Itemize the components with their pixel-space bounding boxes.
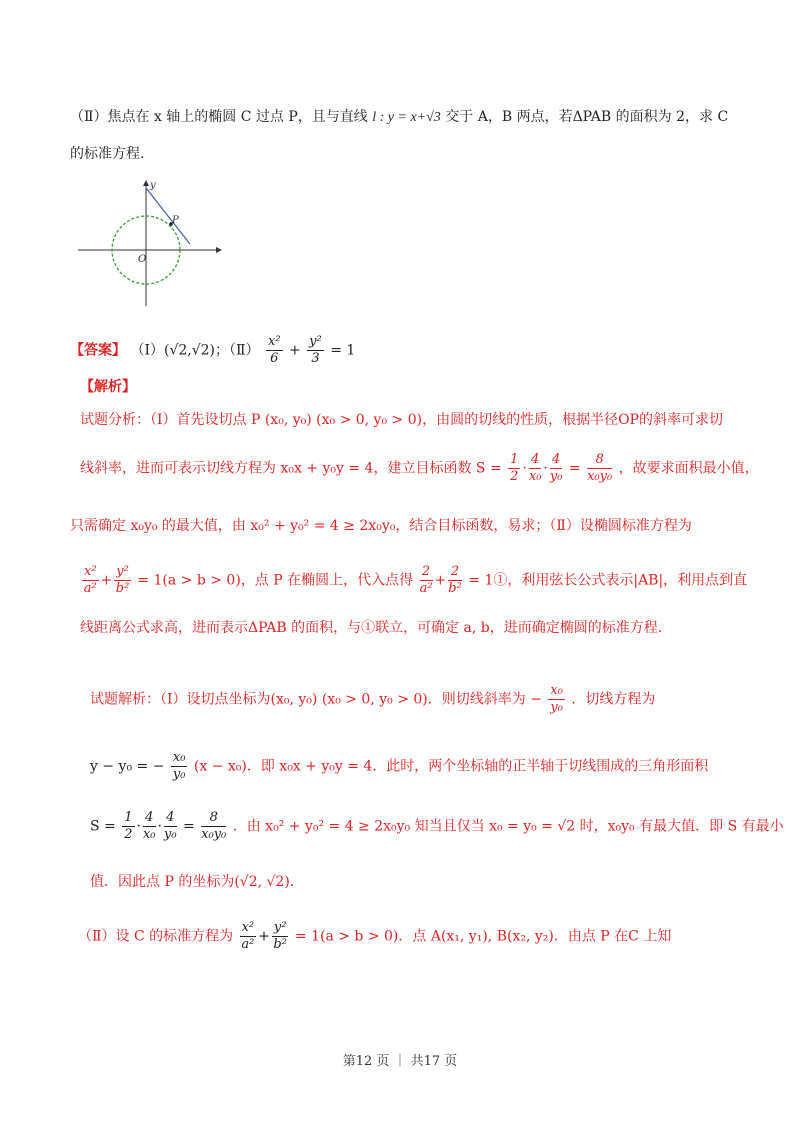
question-line-2 — [70, 144, 144, 164]
solution-line-2: y − y₀ = − $\frac{\text{x₀}}{\text{y₀}}$ (x − x₀)．即 x₀x + y₀y = 4．此时，两个坐标轴的正半轴于切线围成的三角形面积 — [90, 750, 709, 782]
label-p: P — [172, 215, 179, 226]
question-text: （Ⅱ）焦点在 x 轴上的椭圆 C 过点 P，且与直线 — [70, 109, 368, 125]
label-o: O — [138, 254, 147, 265]
solution-line-5: （Ⅱ）设 C 的标准方程为 $\frac{\text{x²}}{\text{a²}}$ + $\frac{\text{y²}}{\text{b²}}$ = 1(a > b > 0)．点 A(x₁, y₁), B(x₂, y₂)．由点 P 在C 上知 — [78, 920, 672, 952]
analysis-line-1: 试题分析：（Ⅰ）首先设切点 P (x₀, y₀) (x₀ > 0, y₀ > 0)，由圆的切线的性质，根据半径OP的斜率可求切 — [80, 412, 723, 428]
analysis-line-3: 只需确定 x₀y₀ 的最大值，由 x₀² + y₀² = 4 ≥ 2x₀y₀，结合目标函数，易求；（Ⅱ）设椭圆标准方程为 — [70, 518, 692, 534]
answer-frac-x: $\frac{\text{x²}}{6}$ — [267, 334, 281, 366]
analysis-tag: 【解析】 — [80, 379, 136, 395]
y-axis-arrow — [143, 180, 149, 186]
answer-frac-y: $\frac{\text{y²}}{3}$ — [309, 334, 322, 366]
question-line-1 — [70, 107, 728, 128]
answer-eq-tail: = 1 — [330, 342, 356, 359]
question-text-2: 的标准方程. — [70, 146, 145, 162]
circle-figure — [78, 178, 223, 308]
solution-line-4: 值．因此点 P 的坐标为(√2, √2)． — [90, 874, 304, 890]
x-axis-arrow — [216, 247, 222, 253]
analysis-line-4: $\frac{\text{x²}}{\text{a²}}$ + $\frac{\text{y²}}{\text{b²}}$ = 1(a > b > 0)，点 P 在椭圆上，代入点得 $\frac{2}{\text{a²}}$ + $\frac{2}{\text{b²}}$ = 1①，利用弦长公式表示|AB|，利用点到直 — [83, 564, 748, 596]
solution-line-1: 试题解析：（Ⅰ）设切点坐标为(x₀, y₀) (x₀ > 0, y₀ > 0)．则切线斜率为 − $\frac{\text{x₀}}{\text{y₀}}$ ．切线方程为 — [90, 683, 656, 715]
label-y: y — [150, 180, 156, 191]
analysis-line-5: 线距离公式求高，进而表示ΔPAB 的面积，与①联立，可确定 a, b，进而确定椭圆的标准方程. — [80, 620, 663, 636]
line-expression: l : y = x+√3 — [372, 110, 441, 125]
answer-tag: 【答案】 — [70, 342, 126, 359]
page-footer: 第12 页 ｜ 共17 页 — [342, 1054, 458, 1069]
answer-part1: （Ⅰ）(√2,√2)；（Ⅱ） — [130, 342, 260, 359]
question-text-tail: 交于 A，B 两点，若ΔPAB 的面积为 2，求 C — [445, 109, 729, 125]
solution-line-3: S = $\frac{1}{2}$ · $\frac{4}{\text{x₀}}$ · $\frac{4}{\text{y₀}}$ = $\frac{8}{\text{x₀y₀}}$ ．由 x₀² + y₀² = 4 ≥ 2x₀y₀ 知当且仅当 x₀ = y₀ = √2 时，x₀y₀ 有最大值．即 S 有最小 — [90, 810, 784, 842]
analysis-line-2: 线斜率，进而可表示切线方程为 x₀x + y₀y = 4，建立目标函数 S = $\frac{1}{2}$ · $\frac{4}{\text{x₀}}$ · $\frac{4}{\text{y₀}}$ = $\frac{8}{\text{x₀y₀}}$ ，故要求面积最小值， — [80, 452, 759, 484]
answer-line: 【答案】 （Ⅰ）(√2,√2)；（Ⅱ） $\frac{\text{x²}}{6}$ + $\frac{\text{y²}}{3}$ = 1 — [70, 334, 356, 366]
